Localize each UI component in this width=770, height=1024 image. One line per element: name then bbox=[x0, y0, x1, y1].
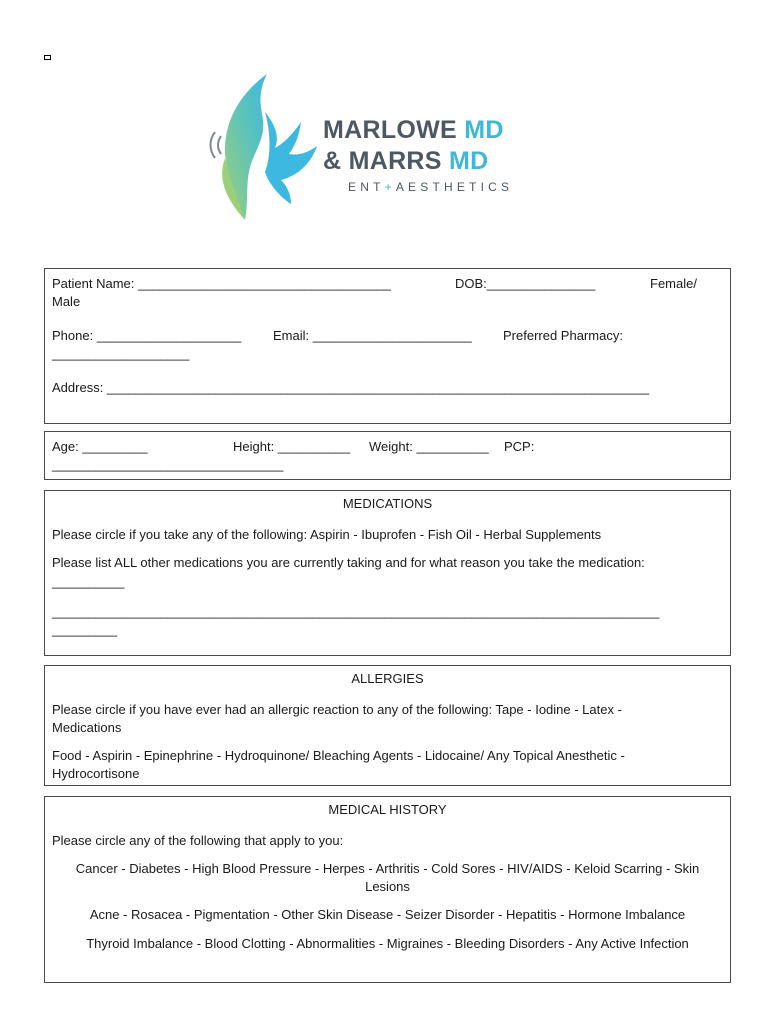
clinic-logo bbox=[205, 72, 575, 222]
medications-blank-2[interactable]: ____________________________________________________________________________________ bbox=[52, 604, 660, 619]
medications-circle-text: Please circle if you take any of the following: Aspirin - Ibuprofen - Fish Oil - Herbal Supplements bbox=[52, 527, 602, 542]
sex-field-continued: Male bbox=[52, 294, 81, 309]
medications-heading: MEDICATIONS bbox=[342, 496, 433, 511]
medications-list-prompt: Please list ALL other medications you are currently taking and for what reason you take the medication: bbox=[52, 555, 645, 570]
allergies-heading: ALLERGIES bbox=[351, 671, 424, 686]
address-field[interactable]: Address: ___________________________________________________________________________ bbox=[52, 380, 650, 395]
height-field[interactable]: Height: __________ bbox=[233, 439, 351, 454]
email-field[interactable]: Email: ______________________ bbox=[273, 328, 472, 343]
dob-field[interactable]: DOB:_______________ bbox=[455, 276, 596, 291]
phone-field[interactable]: Phone: ____________________ bbox=[52, 328, 242, 343]
medical-history-section bbox=[44, 796, 731, 983]
medical-history-row-1: Cancer - Diabetes - High Blood Pressure - Herpes - Arthritis - Cold Sores - HIV/AIDS - Keloid Scarring - Skin bbox=[75, 861, 700, 876]
medical-history-heading: MEDICAL HISTORY bbox=[328, 802, 447, 817]
medications-blank-1[interactable]: __________ bbox=[52, 574, 125, 589]
age-field[interactable]: Age: _________ bbox=[52, 439, 148, 454]
logo-tagline: ENT+AESTHETICS bbox=[348, 180, 514, 194]
face-butterfly-logo-icon bbox=[205, 72, 320, 222]
patient-info-section bbox=[44, 268, 731, 424]
allergies-text-2: Medications bbox=[52, 720, 122, 735]
patient-name-field[interactable]: Patient Name: ___________________________________ bbox=[52, 276, 392, 291]
medical-history-intro: Please circle any of the following that apply to you: bbox=[52, 833, 344, 848]
medications-section bbox=[44, 490, 731, 656]
vitals-section bbox=[44, 431, 731, 480]
sex-field[interactable]: Female/ bbox=[650, 276, 697, 291]
allergies-section bbox=[44, 665, 731, 786]
allergies-text-3: Food - Aspirin - Epinephrine - Hydroquinone/ Bleaching Agents - Lidocaine/ Any Topical Anesthetic - bbox=[52, 748, 625, 763]
weight-field[interactable]: Weight: __________ bbox=[369, 439, 489, 454]
medications-blank-3[interactable]: _________ bbox=[52, 622, 118, 637]
medical-history-row-1b: Lesions bbox=[365, 879, 410, 894]
allergies-text-1: Please circle if you have ever had an allergic reaction to any of the following: Tape - Iodine - Latex - bbox=[52, 702, 622, 717]
medical-history-row-2: Acne - Rosacea - Pigmentation - Other Skin Disease - Seizer Disorder - Hepatitis - Hormone Imbalance bbox=[89, 907, 686, 922]
pharmacy-field[interactable]: ___________________ bbox=[52, 346, 190, 361]
medical-history-row-3: Thyroid Imbalance - Blood Clotting - Abnormalities - Migraines - Bleeding Disorders - Any Active Infection bbox=[86, 936, 689, 951]
allergies-text-4: Hydrocortisone bbox=[52, 766, 140, 781]
logo-line-2: & MARRS MD bbox=[323, 147, 489, 175]
logo-line-1: MARLOWE MD bbox=[323, 116, 504, 144]
pcp-field[interactable]: ________________________________ bbox=[52, 457, 284, 472]
pharmacy-label: Preferred Pharmacy: bbox=[503, 328, 623, 343]
pcp-label: PCP: bbox=[504, 439, 535, 454]
checkbox-mark bbox=[44, 55, 51, 60]
